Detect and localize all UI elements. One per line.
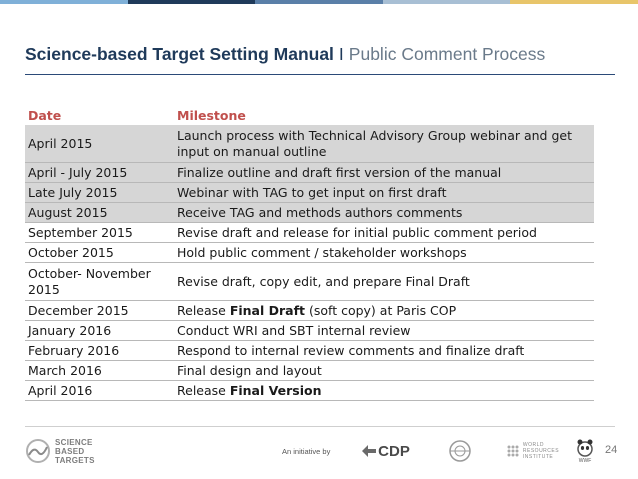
wwf-logo [573, 436, 597, 466]
top-bar-segment [0, 0, 128, 4]
table-row [25, 243, 594, 263]
initiative-label: An initiative by [282, 447, 331, 456]
row-milestone: Hold public comment / stakeholder workshops [177, 244, 467, 260]
top-bar-segment [510, 0, 638, 4]
table-row [25, 381, 594, 401]
row-date: Late July 2015 [28, 184, 118, 200]
title-main: Science-based Target Setting Manual [25, 44, 334, 64]
globe-icon [448, 439, 472, 463]
row-date: April - July 2015 [28, 164, 128, 180]
sbt-logo-icon [25, 438, 51, 464]
table-row [25, 163, 594, 183]
wri-logo-line: WORLD [522, 442, 545, 448]
top-bar-segment [255, 0, 383, 4]
header-milestone: Milestone [177, 107, 246, 123]
sbt-logo-text [55, 438, 95, 465]
wri-dots-icon [506, 444, 520, 458]
cdp-logo [355, 436, 415, 466]
title-divider [25, 74, 615, 75]
title-separator: I [338, 44, 344, 64]
table-row [25, 301, 594, 321]
row-milestone: Respond to internal review comments and finalize draft [177, 342, 525, 358]
row-date: August 2015 [28, 204, 108, 220]
milestone-highlight: Final Draft [229, 302, 306, 318]
wri-logo-line: INSTITUTE [522, 454, 554, 460]
wwf-logo-text: WWF [578, 458, 592, 464]
table-row [25, 125, 594, 163]
row-date: September 2015 [28, 224, 133, 240]
milestone-table [25, 105, 594, 401]
wri-logo-text [523, 442, 559, 460]
row-milestone: Finalize outline and draft first version of the manual [177, 164, 502, 180]
milestone-suffix: (soft copy) at Paris COP [305, 302, 457, 318]
milestone-highlight: Final Version [229, 382, 322, 398]
title-subtitle: Public Comment Process [348, 44, 546, 64]
milestone-prefix: Release [177, 382, 230, 398]
milestone-prefix: Release [177, 302, 230, 318]
table-header [25, 105, 594, 125]
table-row [25, 203, 594, 223]
table-row [25, 183, 594, 203]
row-date: April 2016 [28, 382, 93, 398]
row-milestone: Webinar with TAG to get input on first draft [177, 184, 447, 200]
row-milestone: Launch process with Technical Advisory Group webinar and get input on manual outline [177, 127, 572, 159]
header-date: Date [28, 107, 62, 123]
row-milestone: Conduct WRI and SBT internal review [177, 322, 411, 338]
row-date: January 2016 [28, 322, 112, 338]
panda-icon [575, 438, 595, 458]
row-milestone: Revise draft and release for initial public comment period [177, 224, 537, 240]
row-milestone: Revise draft, copy edit, and prepare Final Draft [177, 273, 470, 289]
row-date: April 2015 [28, 135, 93, 151]
table-row [25, 223, 594, 243]
page-title [25, 44, 545, 65]
top-bar-segment [128, 0, 256, 4]
top-bar-segment [383, 0, 511, 4]
table-row [25, 361, 594, 381]
row-milestone: Receive TAG and methods authors comments [177, 204, 463, 220]
wri-logo [500, 436, 565, 466]
row-date: February 2016 [28, 342, 120, 358]
table-row [25, 263, 594, 301]
un-global-compact-logo [445, 436, 475, 466]
footer-divider [25, 426, 615, 427]
sbt-logo-line: SCIENCE [55, 437, 93, 447]
wri-logo-line: RESOURCES [522, 448, 560, 454]
sbt-logo-line: BASED [55, 446, 85, 456]
table-row [25, 321, 594, 341]
row-date: October 2015 [28, 244, 114, 260]
row-date: December 2015 [28, 302, 129, 318]
row-milestone: Final design and layout [177, 362, 322, 378]
cdp-logo-text: CDP [378, 442, 410, 460]
row-milestone [177, 303, 594, 319]
table-row [25, 341, 594, 361]
row-milestone [177, 383, 594, 399]
sbt-logo-line: TARGETS [55, 455, 95, 465]
row-date: October- November 2015 [28, 265, 151, 297]
top-color-bar [0, 0, 638, 4]
row-date: March 2016 [28, 362, 102, 378]
page-number: 24 [605, 444, 618, 456]
sbt-logo [25, 432, 125, 470]
cdp-arrows-icon [360, 442, 378, 460]
